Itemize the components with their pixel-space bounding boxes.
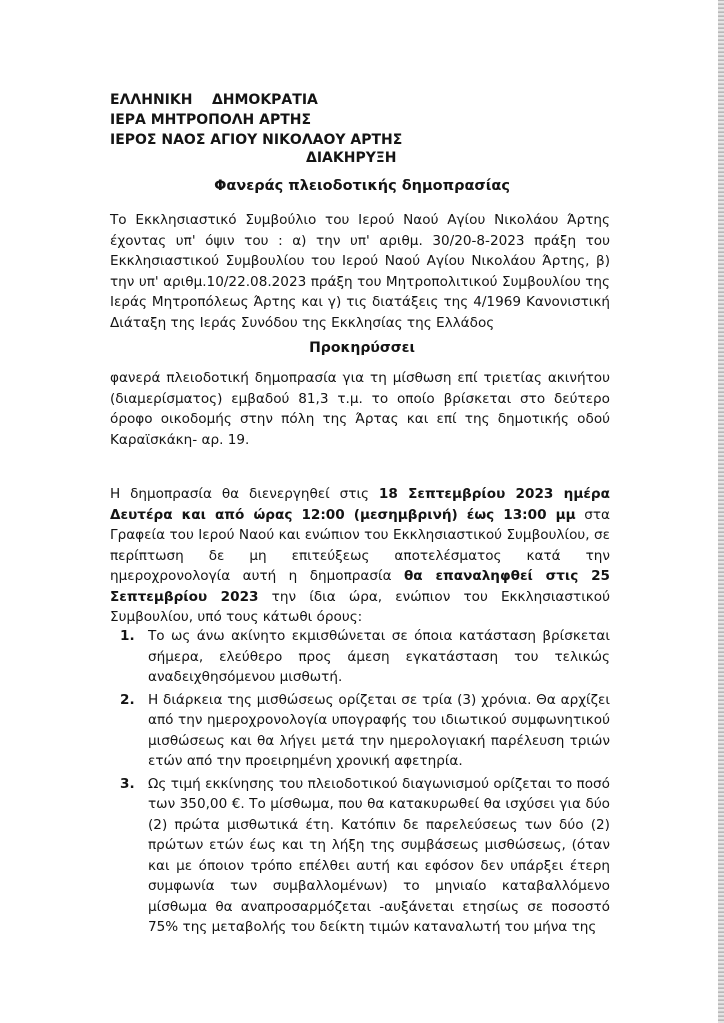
scan-edge (718, 0, 724, 1023)
auction-text-1: Η δημοπρασία θα διενεργηθεί στις (110, 486, 379, 502)
term-number: 2. (120, 691, 135, 708)
letterhead (110, 90, 402, 150)
term-text: Η διάρκεια της μισθώσεως ορίζεται σε τρία (3) χρόνια. Θα αρχίζει από την ημεροχρονολογία υπογραφής του ιδιωτικού συμφωνητικού μισθώσεως και θα λήγει μετά την ημερολογιακή παρέλευση τριών ετών από την προειρημένη χρονική αφετηρία. (148, 691, 610, 769)
proclaims-heading: Προκηρύσσει (309, 340, 415, 356)
header-line-church: ΙΕΡΟΣ ΝΑΟΣ ΑΓΙΟΥ ΝΙΚΟΛΑΟΥ ΑΡΤΗΣ (110, 132, 403, 148)
terms-list (120, 626, 610, 940)
auction-text-3: την ίδια ώρα, ενώπιον του Εκκλησιαστικού Συμβουλίου, υπό τους κάτωθι όρους: (110, 588, 610, 625)
auction-subtitle: Φανεράς πλειοδοτικής δημοπρασίας (214, 178, 510, 194)
term-number: 3. (120, 775, 135, 792)
object-paragraph: φανερά πλειοδοτική δημοπρασία για τη μίσθωση επί τριετίας ακινήτου (διαμερίσματος) εμβαδού 81,3 τ.μ. το οποίο βρίσκεται στο δεύτερο όροφο οικοδομής στην πόλη της Άρτας και επί της δημοτικής οδού Καραϊσκάκη- αρ. 19. (110, 370, 610, 448)
term-item (120, 774, 610, 938)
header-line-metropolis: ΙΕΡΑ ΜΗΤΡΟΠΟΛΗ ΑΡΤΗΣ (110, 112, 312, 128)
auction-paragraph (110, 484, 610, 628)
intro-paragraph: Το Εκκλησιαστικό Συμβούλιο του Ιερού Ναού Αγίου Νικολάου Άρτης έχοντας υπ' όψιν του : α) την υπ' αριθμ. 30/20-8-2023 πράξη του Εκκλησιαστικού Συμβουλίου του Ιερού Ναού Αγίου Νικολάου Άρτης, β) την υπ' αριθμ.10/22.08.2023 πράξη του Μητροπολιτικού Συμβουλίου της Ιεράς Μητροπόλεως Άρτης και γ) τις διατάξεις της 4/1969 Κανονιστική Διάταξη της Ιεράς Συνόδου της Εκκλησίας της Ελλάδος (110, 212, 610, 331)
term-text: Το ως άνω ακίνητο εκμισθώνεται σε όποια κατάσταση βρίσκεται σήμερα, ελεύθερο προς άμεση εγκατάσταση του τελικώς αναδειχθησόμενου μισθωτή. (148, 628, 610, 685)
auction-date-repeat: θα επαναληφθεί στις 25 Σεπτεμβρίου 2023 (110, 568, 610, 605)
auction-date-primary: 18 Σεπτεμβρίου 2023 ημέρα Δευτέρα και από ώρας 12:00 (μεσημβρινή) έως 13:00 μμ (110, 486, 610, 523)
term-number: 1. (120, 628, 135, 644)
auction-text-2: στα Γραφεία του Ιερού Ναού και ενώπιον του Εκκλησιαστικού Συμβουλίου, σε περίπτωση δε μη επιτεύξεως αποτελέσματος κατά την ημεροχρονολογία αυτή η δημοπρασία (110, 506, 610, 584)
header-line-republic: ΕΛΛΗΝΙΚΗ ΔΗΜΟΚΡΑΤΙΑ (110, 92, 318, 108)
term-item (120, 626, 610, 688)
term-text: Ως τιμή εκκίνησης του πλειοδοτικού διαγωνισμού ορίζεται το ποσό των 350,00 €. Το μίσθωμα, που θα κατακυρωθεί θα ισχύσει για δύο (2) πρώτα μισθωτικά έτη. Κατόπιν δε παρελεύσεως των δύο (2) πρώτων ετών έως και τη λήξη της συμβάσεως μισθώσεως, (όταν και με όποιον τρόπο επέλθει αυτή και εφόσον δεν υπάρξει έτερη συμφωνία των συμβαλλομένων) το μηνιαίο καταβαλλόμενο μίσθωμα θα αναπροσαρμόζεται -αυξάνεται ετησίως σε ποσοστό 75% της μεταβολής του δείκτη τιμών καταναλωτή του μήνα της (148, 775, 610, 935)
term-item (120, 690, 610, 772)
declaration-title: ΔΙΑΚΗΡΥΞΗ (306, 150, 397, 166)
